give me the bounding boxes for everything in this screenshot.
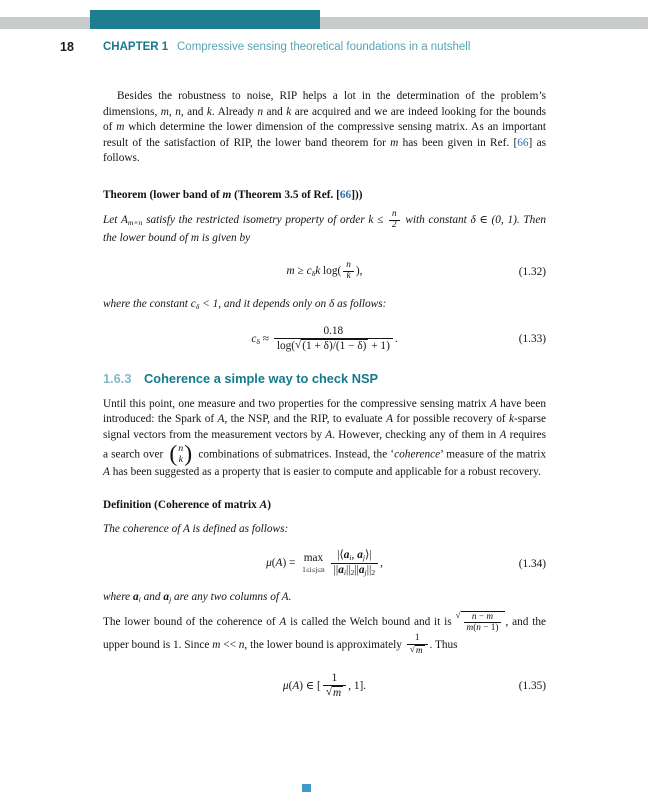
header-band-accent (90, 10, 320, 29)
fraction: $\frac{n - m}{m(n - 1)}$ (464, 612, 502, 634)
section-heading-1-6-3 (103, 370, 546, 388)
equation-1-32 (103, 261, 546, 281)
section-number: 1.6.3 (103, 371, 132, 387)
theorem-statement: Let $A_{m\times n}$ satisfy the restricted isometry property of order k ≤ $\frac{n}{2}$ with constant δ ∈ (0, 1). Then the lower bound of m is given by (103, 209, 546, 244)
citation-link[interactable]: 66 (339, 188, 352, 201)
page-content (103, 89, 546, 715)
section-title: Coherence a simple way to check NSP (144, 371, 379, 387)
citation-link[interactable]: 66 (517, 136, 529, 149)
radical: √ m (409, 644, 423, 656)
radical: √ (1 + δ)/(1 − δ) (295, 338, 367, 352)
definition-intro: The coherence of A is defined as follows: (103, 522, 289, 535)
equation-1-35-body: μ(A) ∈ [ 1 √ m , 1]. (282, 671, 367, 699)
equation-1-34-number: (1.34) (518, 557, 546, 570)
radical: √ $\frac{n - m}{m(n - 1)}$ (455, 611, 505, 634)
fraction: $\frac{n}{k}$ (343, 261, 354, 281)
fraction: 1 √ m (407, 634, 428, 657)
equation-1-34-body: μ(A) = max 1≤i≤j≤n $\frac{|⟨a_i, a_j⟩|}{||a_i||_2||a_j||_2}$ , (266, 549, 383, 578)
equation-1-33-body: $c_\delta$ ≈ 0.18 log( √ (1 + δ)/(1 − δ) + 1) . (251, 324, 398, 352)
definition-heading: Definition (Coherence of matrix A) (103, 499, 271, 511)
where-clause-1: where the constant $c_\delta < 1$, and it depends only on δ as follows: (103, 297, 387, 312)
where-clause-2: where $a_i$ and $a_j$ are any two columns of A. (103, 591, 292, 605)
chapter-title: Compressive sensing theoretical foundations in a nutshell (177, 41, 471, 53)
fraction: 1 √ m (323, 672, 346, 701)
theorem-heading: Theorem (lower band of m (Theorem 3.5 of Ref. [66])) (103, 188, 363, 201)
radical: √ m (325, 685, 342, 699)
chapter-label: CHAPTER 1 (103, 41, 169, 53)
equation-1-35-number: (1.35) (518, 680, 546, 693)
equation-1-33 (103, 325, 546, 354)
equation-1-34 (103, 549, 546, 578)
fraction: $\frac{n}{2}$ (389, 210, 400, 230)
equation-1-32-body: $m \ge c_\delta k$ log( $\frac{n}{k}$ ), (286, 260, 363, 282)
footer-mark (302, 784, 311, 792)
equation-1-32-number: (1.32) (518, 265, 546, 278)
paragraph-intro: Besides the robustness to noise, RIP helps a lot in the determination of the problem’s dimensions, m, n, and k. Already n and k are acquired and we are indeed looking for the bounds of m which determine the lower dimension of the compressive sensing matrix. As an important result of the satisfaction of RIP, the lower band theorem for m has been given in Ref. [66] as follows. (103, 90, 546, 165)
fraction: $\frac{|⟨a_i, a_j⟩|}{||a_i||_2||a_j||_2}$ (331, 549, 378, 578)
paragraph-coherence: Until this point, one measure and two properties for the compressive sensing matrix A have been introduced: the Spark of A, the NSP, and the RIP, to evaluate A for possible recovery of k-sparse signal vectors from the measurement vectors by A. However, checking any of them in A requires a search over ( n k ) combinations of submatrices. Instead, the ‘coherence’ measure of the matrix A has been suggested as a property that is easier to compute and applicable for a robust recovery. (103, 397, 546, 479)
equation-1-33-number: (1.33) (518, 332, 546, 345)
paragraph-welch-bound: The lower bound of the coherence of A is called the Welch bound and it is √ $\frac{n - m}{m(n - 1)}$ , and the upper bound is 1. Since m << n, the lower bound is approximately 1 √ m . Thus (103, 610, 546, 656)
fraction: 0.18 log( √ (1 + δ)/(1 − δ) + 1) (274, 325, 393, 354)
equation-1-35 (103, 672, 546, 701)
page-header (0, 40, 648, 58)
operator-with-limits: max 1≤i≤j≤n (302, 552, 325, 574)
page-number: 18 (60, 40, 74, 54)
binomial-coefficient: ( n k ) (169, 441, 193, 468)
